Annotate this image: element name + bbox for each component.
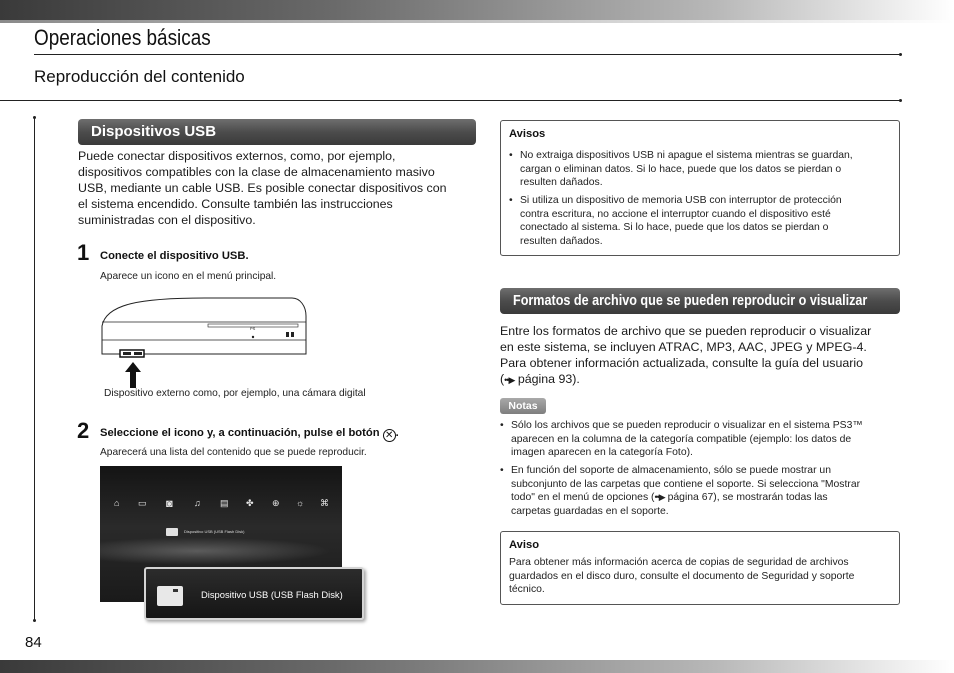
aviso-line: Para obtener más información acerca de copias de seguridad de archivos xyxy=(509,557,849,568)
section-subtitle: Reproducción del contenido xyxy=(34,67,245,86)
notas-bullet-text: todo" en el menú de opciones ( xyxy=(511,492,655,504)
aviso-line: guardados en el disco duro, consulte el documento de Seguridad y soporte xyxy=(509,570,855,582)
aviso-line: técnico. xyxy=(509,584,545,596)
top-decorative-band xyxy=(0,0,954,20)
music-icon: ♫ xyxy=(194,498,201,508)
step-1-number: 1 xyxy=(77,240,90,265)
notas-bullet-line: carpetas guardadas en el soporte. xyxy=(511,505,669,517)
margin-line xyxy=(34,117,35,620)
top-band-underline xyxy=(0,20,954,23)
formats-intro-line: Entre los formatos de archivo que se pueden reproducir o visualizar xyxy=(500,324,872,338)
ps3-console-illustration xyxy=(100,296,310,358)
step-2-note: Aparecerá una lista del contenido que se puede reproducir. xyxy=(100,447,367,458)
notas-bullet-line: • Sólo los archivos que se pueden reproducir o visualizar en el sistema PS3™ xyxy=(511,420,863,431)
step-2-period: . xyxy=(395,427,399,439)
usb-intro-line: suministradas con el dispositivo. xyxy=(78,213,256,227)
callout-label: Dispositivo USB (USB Flash Disk) xyxy=(201,589,343,600)
avisos-bullet-line: resulten dañados. xyxy=(520,235,603,247)
page-number: 84 xyxy=(25,634,42,651)
avisos-bullet-line: • Si utiliza un dispositivo de memoria USB con interruptor de protección xyxy=(520,195,842,206)
cross-button-icon: ✕ xyxy=(383,429,396,442)
game-icon: ✤ xyxy=(246,498,254,508)
avisos-bullet-line: contra escritura, no accione el interruptor cuando el dispositivo esté xyxy=(520,208,831,220)
bottom-decorative-band xyxy=(0,660,954,673)
usb-intro-line: el sistema encendido. Consulte también las instrucciones xyxy=(78,197,393,211)
step-2-number: 2 xyxy=(77,418,90,443)
avisos-box xyxy=(500,120,900,256)
step-2-label-line xyxy=(100,427,399,442)
heading-usb-devices xyxy=(78,119,476,145)
notas-bullet-line: • En función del soporte de almacenamiento, sólo se puede mostrar un xyxy=(511,465,831,476)
notas-bullet xyxy=(500,464,900,518)
toolbox-icon: ▭ xyxy=(138,498,147,508)
avisos-bullet-line: • No extraiga dispositivos USB ni apague el sistema mientras se guardan, xyxy=(520,150,853,161)
people-icon: ☼ xyxy=(296,498,305,508)
usb-intro-line: dispositivos compatibles con la clase de almacenamiento masivo xyxy=(78,165,435,179)
aviso-text xyxy=(509,556,894,597)
ps-icon: ⌘ xyxy=(320,498,329,508)
usb-intro-line: USB, mediante un cable USB. Es posible conectar dispositivos con xyxy=(78,181,447,195)
usb-flash-disk-icon xyxy=(157,586,183,606)
subtitle-rule xyxy=(0,100,900,101)
usb-intro-line: Puede conectar dispositivos externos, como, por ejemplo, xyxy=(78,149,396,163)
step-2-label: Seleccione el icono y, a continuación, pulse el botón xyxy=(100,427,380,439)
step-1-note: Aparece un icono en el menú principal. xyxy=(100,271,277,282)
avisos-bullet-line: resulten dañados. xyxy=(520,177,603,189)
margin-line-bottom xyxy=(33,619,36,622)
margin-line-top xyxy=(33,116,36,119)
usb-device-small-icon xyxy=(166,528,178,536)
notas-badge: Notas xyxy=(500,398,546,414)
notas-bullet-line: aparecen en la columna de la categoría compatible (ejemplo: los datos de xyxy=(511,433,852,445)
title-rule-end xyxy=(899,53,902,56)
formats-intro-line: en este sistema, se incluyen ATRAC, MP3, AAC, JPEG y MPEG-4. xyxy=(500,340,867,354)
subtitle-rule-end xyxy=(899,99,902,102)
page-reference-arrow-icon: ••▶ xyxy=(504,375,515,385)
notas-bullet-line: subconjunto de las carpetas que contiene el soporte. Si selecciona "Mostrar xyxy=(511,478,861,490)
formats-intro-ref-line xyxy=(500,371,900,388)
avisos-title: Avisos xyxy=(509,128,546,140)
notas-ref-page-text: página 67), se mostrarán todas las xyxy=(664,492,828,504)
svg-text:PS: PS xyxy=(250,326,256,331)
connect-arrow-icon xyxy=(124,362,142,388)
home-icon: ⌂ xyxy=(114,498,120,508)
usb-intro-paragraph xyxy=(78,148,478,228)
xmb-wave xyxy=(100,536,342,566)
notas-bullet xyxy=(500,419,900,460)
xmb-usb-row-label: Dispositivo USB (USB Flash Disk) xyxy=(184,529,245,534)
page-title: Operaciones básicas xyxy=(34,25,211,50)
avisos-bullet-line: cargan o eliminan datos. Si lo hace, puede que los datos se pierdan o xyxy=(520,163,842,175)
heading-file-formats-text: Formatos de archivo que se pueden reproducir o visualizar xyxy=(513,292,868,309)
step-1-label: Conecte el dispositivo USB. xyxy=(100,250,249,262)
globe-icon: ⊕ xyxy=(272,498,280,508)
avisos-bullet xyxy=(509,149,894,190)
page-reference-arrow-icon: ••▶ xyxy=(654,492,665,503)
usb-device-callout xyxy=(144,567,364,620)
notas-bullet-ref-line xyxy=(511,491,900,505)
title-rule xyxy=(34,54,900,55)
ref-open-paren: ( xyxy=(500,372,505,386)
heading-file-formats xyxy=(500,288,900,314)
avisos-bullet-line: conectado al sistema. Si lo hace, puede que los datos se pierdan o xyxy=(520,222,829,234)
ref-page-text: página 93). xyxy=(514,372,580,386)
video-icon: ▤ xyxy=(220,498,229,508)
camera-icon: ◙ xyxy=(166,498,173,510)
aviso-box xyxy=(500,531,900,605)
notas-bullet-line: imagen aparecen en la categoría Foto). xyxy=(511,447,693,459)
aviso-title: Aviso xyxy=(509,539,540,551)
avisos-bullet xyxy=(509,194,894,248)
formats-intro-paragraph xyxy=(500,323,900,388)
step-1-caption: Dispositivo externo como, por ejemplo, una cámara digital xyxy=(104,388,366,399)
heading-usb-devices-text: Dispositivos USB xyxy=(91,123,217,140)
formats-intro-line: Para obtener información actualizada, consulte la guía del usuario xyxy=(500,356,863,370)
